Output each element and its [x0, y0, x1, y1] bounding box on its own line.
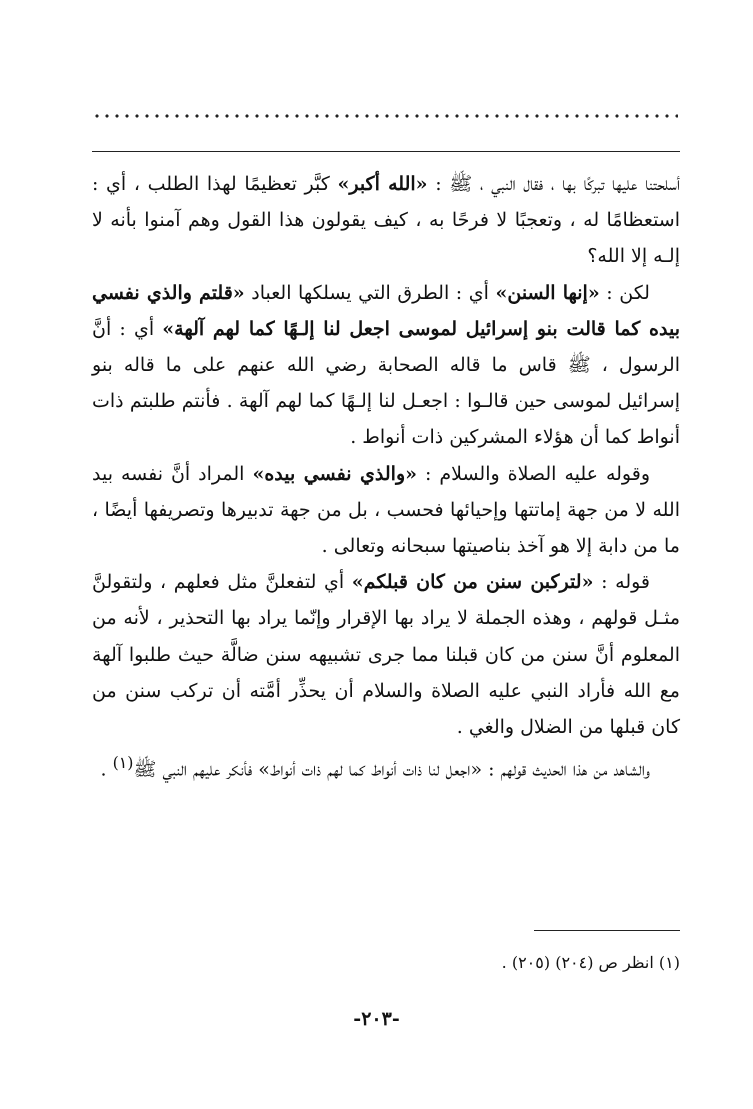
- paragraph-text: قوله :: [593, 571, 651, 594]
- header-rule: [92, 151, 680, 152]
- footnote-ref: (١): [112, 753, 134, 773]
- paragraph-text: أي لتفعلنَّ مثل فعلهم ، ولتقولنَّ مثـل قولهم ، وهذه الجملة لا يراد بها الإقرار وإنّما يراد بها التحذير ، لأنه من المعلوم أنَّ سنن من كان قبلنا مما جرى تشبيهه سنن ضالَّة حيث طلبوا آلهة مع الله فأراد النبي عليه الصلاة والسلام أن يحذِّر أمَّته أن تركب سنن من كان قبلها من الضلال والغي .: [92, 571, 680, 739]
- paragraph-text: أي : الطرق التي يسلكها العباد: [244, 281, 496, 304]
- paragraph: [92, 745, 680, 788]
- paragraph: [92, 564, 680, 745]
- footnote-separator: [534, 930, 680, 931]
- quoted-hadith-text: «لتركبن سنن من كان قبلكم»: [351, 571, 594, 594]
- dotted-leader: [92, 112, 678, 120]
- paragraph: [92, 456, 680, 565]
- paragraph-text: والشاهد من هذا الحديث قولهم : «اجعل لنا ذات أنواط كما لهم ذات أنواط» فأنكر عليهم النبي ﷺ: [133, 758, 650, 781]
- paragraph-text: لكن :: [599, 281, 650, 304]
- quoted-hadith-text: «والذي نفسي بيده»: [252, 462, 418, 485]
- paragraph-text: .: [100, 758, 113, 781]
- footnote: (١) انظر ص (٢٠٤) (٢٠٥) .: [501, 953, 680, 972]
- paragraph-text: أسلحتنا عليها تبركًا بها ، فقال النبي ، ﷺ :: [427, 173, 681, 195]
- paragraph: [92, 166, 680, 275]
- quoted-hadith-text: «الله أكبر»: [337, 173, 428, 195]
- paragraph-text: وقوله عليه الصلاة والسلام :: [417, 462, 651, 485]
- page-number: -٢٠٣-: [353, 1008, 400, 1030]
- paragraph-text: المراد أنَّ نفسه بيد الله لا من جهة إماتتها وإحيائها فحسب ، بل من جهة تدبيرها وتصريفها أيضًا ، ما من دابة إلا هو آخذ بناصيتها سبحانه وتعالى .: [92, 462, 680, 558]
- quoted-hadith-text: «إنها السنن»: [495, 281, 600, 304]
- paragraph-text: أي : أنَّ الرسول ، ﷺ قاس ما قاله الصحابة رضي الله عنهم على ما قاله بنو إسرائيل لموسى حين قالـوا : اجعـل لنا إلـهًا كما لهم آلهة . فأنتم طلبتم ذات أنواط كما أن هؤلاء المشركين ذات أنواط .: [92, 317, 680, 449]
- paragraph-text: كبَّر تعظيمًا لهذا الطلب ، أي : استعظامًا له ، وتعجبًا لا فرحًا به ، كيف يقولون هذا القول وهم آمنوا بأنه لا إلـه إلا الله؟: [92, 173, 680, 268]
- quoted-hadith-text: «قلتم والذي نفسي بيده كما قالت بنو إسرائيل لموسى اجعل لنا إلـهًا كما لهم آلهة»: [92, 281, 681, 340]
- paragraph: [92, 275, 680, 456]
- body-text: [92, 166, 680, 788]
